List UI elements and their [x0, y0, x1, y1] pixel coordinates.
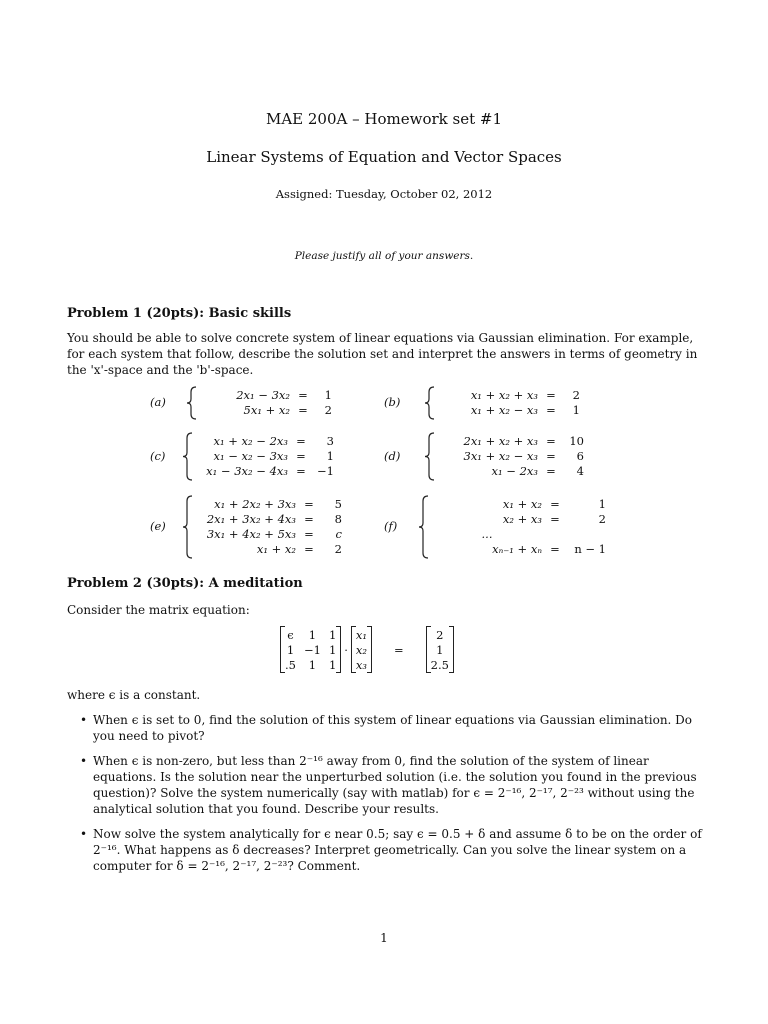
equation-row: [196, 449, 334, 464]
document-title: MAE 200A – Homework set #1: [265, 110, 502, 128]
equation-lhs: x₁ + x₂: [256, 542, 296, 556]
equation-row: [196, 497, 342, 512]
equation-row: [200, 403, 332, 418]
equation-equals: =: [304, 512, 314, 526]
bullet-item: [80, 753, 702, 817]
system-label: (f): [384, 519, 398, 533]
equation-lhs: ...: [481, 527, 493, 541]
equation-lhs: 2x₁ + 3x₂ + 4x₃: [206, 512, 296, 526]
equation-row: [438, 403, 580, 418]
equation-row: [438, 464, 584, 479]
equation-row: [438, 449, 584, 464]
matrix-cell: 1: [328, 642, 337, 657]
equation-row: [200, 388, 332, 403]
equation-equals: =: [298, 403, 308, 417]
equation-row: [432, 542, 606, 557]
left-brace: [424, 386, 436, 424]
vector-b-cell: 2.5: [430, 657, 449, 672]
equation-lhs: 2x₁ + x₂ + x₃: [463, 434, 538, 448]
left-brace: [424, 432, 436, 485]
equation-equals: =: [304, 497, 314, 511]
equation-rhs: 8: [334, 512, 342, 526]
equation-row: [196, 512, 342, 527]
problem2-intro: Consider the matrix equation:: [67, 603, 250, 617]
equation-row: [196, 464, 334, 479]
equation-rhs: 2: [598, 512, 606, 526]
document-subtitle: Linear Systems of Equation and Vector Spaces: [206, 148, 562, 166]
equation-equals: =: [546, 449, 556, 463]
vector-x: [351, 626, 372, 673]
equation-system: [196, 434, 334, 479]
equation-lhs: 3x₁ + x₂ − x₃: [463, 449, 538, 463]
equation-rhs: 1: [324, 388, 332, 402]
problem2-heading: Problem 2 (30pts): A meditation: [67, 576, 303, 591]
equation-equals: =: [546, 434, 556, 448]
equation-equals: [542, 527, 568, 542]
system-label: (b): [384, 395, 401, 409]
equation-rhs: 2: [334, 542, 342, 556]
bullet-item: [80, 826, 702, 874]
page-number: 1: [380, 931, 388, 945]
bullet-dot-icon: •: [80, 754, 88, 768]
equation-row: [432, 497, 606, 512]
vector-x-cell: x₁: [355, 627, 368, 642]
matrix-cell: 1: [308, 627, 317, 642]
equation-lhs: x₁ − 2x₃: [491, 464, 538, 478]
equation-lhs: x₂ + x₃: [502, 512, 542, 526]
problem1-heading: Problem 1 (20pts): Basic skills: [67, 306, 292, 321]
equation-equals: =: [546, 388, 556, 402]
matrix-cell: 1: [328, 657, 337, 672]
equation-equals: =: [298, 388, 308, 402]
matrix-cell: 1: [308, 657, 317, 672]
equation-system: [200, 388, 332, 418]
equation-equals: =: [304, 527, 314, 541]
equation-equals: =: [546, 464, 556, 478]
equation-rhs: 1: [598, 497, 606, 511]
matrix-cell: ϵ: [287, 627, 294, 642]
equation-row: [196, 542, 342, 557]
left-brace: [186, 386, 198, 424]
left-brace: [418, 495, 430, 563]
justify-note: Please justify all of your answers.: [294, 250, 474, 262]
equation-rhs: 10: [569, 434, 584, 448]
equation-lhs: xₙ₋₁ + xₙ: [492, 542, 542, 556]
equation-lhs: x₁ + x₂ + x₃: [470, 388, 538, 402]
equation-equals: =: [296, 434, 306, 448]
equation-lhs: x₁ − 3x₂ − 4x₃: [206, 464, 288, 478]
vector-x-cell: x₃: [355, 657, 368, 672]
equation-lhs: x₁ − x₂ − 3x₃: [213, 449, 288, 463]
vector-x-cell: x₂: [355, 642, 368, 657]
equals-sign: =: [394, 642, 404, 657]
equation-rhs: 4: [576, 464, 584, 478]
equation-equals: =: [546, 403, 556, 417]
matrix-cell: 1: [328, 627, 337, 642]
equation-lhs: 5x₁ + x₂: [243, 403, 290, 417]
equation-equals: =: [550, 542, 560, 556]
bullet-item: [80, 712, 702, 744]
equation-rhs: 1: [572, 403, 580, 417]
equation-rhs: 6: [576, 449, 584, 463]
equation-equals: =: [304, 542, 314, 556]
vector-b: [426, 626, 454, 673]
system-label: (c): [150, 448, 166, 463]
left-brace: [182, 495, 194, 563]
bullet-text: When ϵ is set to 0, find the solution of this system of linear equations via Gaussian elimination. Do you need to pivot?: [93, 713, 693, 743]
bullet-dot-icon: •: [80, 827, 88, 841]
system-label: (e): [150, 519, 166, 533]
equation-rhs: −1: [317, 464, 334, 478]
bullet-text: When ϵ is non-zero, but less than 2⁻¹⁶ away from 0, find the solution of the system of linear equations. Is the solution near the unperturbed solution (i.e. the solution you found in the previous question)? Solve the system numerically (say with matlab) for ϵ = 2⁻¹⁶, 2⁻¹⁷, 2⁻²³ without using the analytical solution that you found. Describe your results.: [93, 754, 697, 816]
equation-row: [196, 434, 334, 449]
equation-lhs: x₁ + 2x₂ + 3x₃: [214, 497, 296, 511]
equation-system: [438, 434, 584, 479]
matrix-cell: 1: [286, 642, 295, 657]
system-label: (a): [150, 395, 166, 409]
equation-row: [196, 527, 342, 542]
bullet-text: Now solve the system analytically for ϵ near 0.5; say ϵ = 0.5 + δ and assume δ to be on the order of 2⁻¹⁶. What happens as δ decreases? Interpret geometrically. Can you solve the linear system on a computer for δ = 2⁻¹⁶, 2⁻¹⁷, 2⁻²³? Comment.: [93, 827, 702, 873]
equation-lhs: x₁ + x₂: [502, 497, 542, 511]
equation-lhs: 3x₁ + 4x₂ + 5x₃: [206, 527, 296, 541]
equation-system: [432, 497, 606, 557]
matrix-cell: −1: [303, 642, 321, 657]
equation-system: [196, 497, 342, 557]
equation-equals: =: [550, 512, 560, 526]
equation-rhs: [568, 527, 606, 542]
equation-equals: =: [550, 497, 560, 511]
equation-row: [438, 434, 584, 449]
equation-rhs: 5: [334, 497, 342, 511]
equation-system: [438, 388, 580, 418]
vector-b-cell: 2: [436, 627, 444, 642]
coefficient-matrix: [280, 626, 341, 673]
equation-equals: =: [296, 449, 306, 463]
equation-lhs: 2x₁ − 3x₂: [236, 388, 290, 402]
matrix-cell: .5: [285, 657, 296, 672]
bullet-dot-icon: •: [80, 713, 88, 727]
problem1-intro: You should be able to solve concrete system of linear equations via Gaussian elimination. For example, for each system that follow, describe the solution set and interpret the answers in terms of geometry in the 'x'-space and the 'b'-space.: [67, 331, 698, 377]
equation-rhs: 1: [326, 449, 334, 463]
vector-b-cell: 1: [436, 642, 444, 657]
equation-row: [432, 512, 606, 527]
equation-rhs: 3: [326, 434, 334, 448]
epsilon-constant-note: where ϵ is a constant.: [67, 688, 201, 702]
equation-lhs: x₁ + x₂ − x₃: [470, 403, 538, 417]
matrix-equation: [280, 626, 454, 673]
dot-operator: ·: [344, 642, 348, 657]
equation-row: [438, 388, 580, 403]
equation-rhs: n − 1: [574, 542, 606, 556]
assigned-date: Assigned: Tuesday, October 02, 2012: [275, 187, 493, 201]
equation-rhs: 2: [324, 403, 332, 417]
equation-equals: =: [296, 464, 306, 478]
equation-row: [432, 527, 606, 542]
left-brace: [182, 432, 194, 485]
system-label: (d): [384, 448, 401, 463]
problem2-bullets: [80, 712, 702, 883]
equation-lhs: x₁ + x₂ − 2x₃: [213, 434, 288, 448]
equation-rhs: c: [335, 527, 342, 541]
equation-rhs: 2: [572, 388, 580, 402]
